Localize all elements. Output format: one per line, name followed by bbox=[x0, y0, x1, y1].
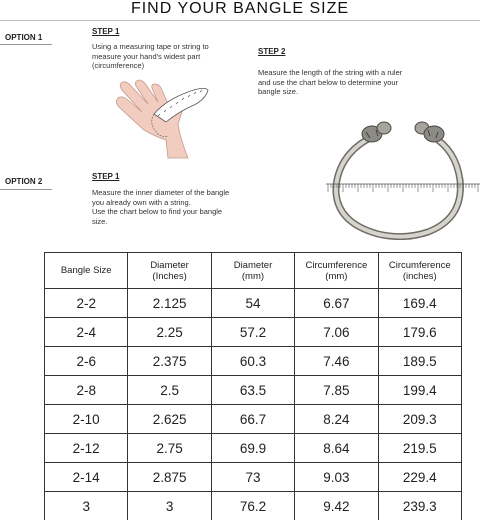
page-title: FIND YOUR BANGLE SIZE bbox=[130, 0, 350, 17]
column-header-line: Bangle Size bbox=[60, 265, 112, 276]
bangle-size-table bbox=[44, 252, 462, 520]
table-row bbox=[45, 492, 462, 520]
table-cell: 3 bbox=[128, 492, 211, 520]
table-cell: 2-10 bbox=[45, 405, 128, 434]
option-1-step-2-heading: STEP 2 bbox=[258, 47, 286, 56]
table-cell: 2.125 bbox=[128, 289, 211, 318]
column-header bbox=[211, 253, 294, 289]
table-cell: 54 bbox=[211, 289, 294, 318]
option-2-step-1-line: Measure the inner diameter of the bangle bbox=[92, 188, 230, 197]
table-cell: 179.6 bbox=[378, 318, 461, 347]
table-cell: 2.875 bbox=[128, 463, 211, 492]
option-1-step-2-text bbox=[258, 68, 473, 97]
option-2-step-1-line: size. bbox=[92, 216, 108, 226]
table-cell: 9.03 bbox=[295, 463, 378, 492]
option-1-step-2-line: Measure the length of the string with a ruler bbox=[258, 68, 403, 77]
table-cell: 189.5 bbox=[378, 347, 461, 376]
table-cell: 2.5 bbox=[128, 376, 211, 405]
option-2-label-text: OPTION 2 bbox=[5, 177, 43, 186]
table-cell: 60.3 bbox=[211, 347, 294, 376]
table-cell: 3 bbox=[45, 492, 128, 520]
table-cell: 7.46 bbox=[295, 347, 378, 376]
table-cell: 2-6 bbox=[45, 347, 128, 376]
title-divider bbox=[0, 20, 480, 21]
option-2-step-1-heading: STEP 1 bbox=[92, 172, 120, 181]
table-row bbox=[45, 347, 462, 376]
column-header-line: Circumference bbox=[305, 259, 368, 271]
option-2-underline bbox=[0, 189, 52, 190]
table-cell: 57.2 bbox=[211, 318, 294, 347]
column-header bbox=[45, 253, 128, 289]
table-cell: 2-14 bbox=[45, 463, 128, 492]
table-cell: 2.625 bbox=[128, 405, 211, 434]
option-1-step-1-line: measure your hand's widest part bbox=[92, 51, 201, 61]
table-cell: 69.9 bbox=[211, 434, 294, 463]
column-header bbox=[295, 253, 378, 289]
table-cell: 229.4 bbox=[378, 463, 461, 492]
table-cell: 199.4 bbox=[378, 376, 461, 405]
column-header-line: (mm) bbox=[241, 270, 265, 282]
column-header-line: (inches) bbox=[402, 270, 437, 282]
option-2-label bbox=[5, 177, 42, 187]
table-row bbox=[45, 318, 462, 347]
column-header bbox=[378, 253, 461, 289]
option-2-step-1-line: you already own with a string. bbox=[92, 197, 191, 207]
table-cell: 2-4 bbox=[45, 318, 128, 347]
option-1-step-1-text bbox=[92, 42, 252, 71]
table-cell: 63.5 bbox=[211, 376, 294, 405]
hand-measuring-illustration bbox=[108, 78, 218, 160]
table-cell: 209.3 bbox=[378, 405, 461, 434]
option-1-step-1-heading: STEP 1 bbox=[92, 27, 120, 36]
column-header-line: (mm) bbox=[325, 270, 348, 282]
table-cell: 66.7 bbox=[211, 405, 294, 434]
table-row bbox=[45, 289, 462, 318]
option-2-step-1-text bbox=[92, 188, 267, 226]
table-cell: 2.75 bbox=[128, 434, 211, 463]
table-cell: 2.375 bbox=[128, 347, 211, 376]
table-cell: 219.5 bbox=[378, 434, 461, 463]
column-header-line: (Inches) bbox=[152, 270, 187, 282]
option-2-step-1-line: Use the chart below to find your bangle bbox=[92, 207, 223, 216]
table-cell: 2.25 bbox=[128, 318, 211, 347]
table-cell: 8.24 bbox=[295, 405, 378, 434]
table-cell: 6.67 bbox=[295, 289, 378, 318]
bangle-ruler-illustration bbox=[326, 118, 480, 240]
table-header-row bbox=[45, 253, 462, 289]
option-1-step-1-line: Using a measuring tape or string to bbox=[92, 42, 209, 51]
table-cell: 73 bbox=[211, 463, 294, 492]
table-cell: 2-2 bbox=[45, 289, 128, 318]
table-row bbox=[45, 376, 462, 405]
table-cell: 76.2 bbox=[211, 492, 294, 520]
column-header bbox=[128, 253, 211, 289]
option-1-label bbox=[5, 33, 42, 43]
table-cell: 7.06 bbox=[295, 318, 378, 347]
option-1-step-1-line: (circumference) bbox=[92, 61, 145, 70]
table-cell: 239.3 bbox=[378, 492, 461, 520]
table-row bbox=[45, 463, 462, 492]
column-header-line: Diameter bbox=[150, 259, 189, 271]
table-cell: 9.42 bbox=[295, 492, 378, 520]
bangle-icon bbox=[336, 122, 460, 237]
column-header-line: Diameter bbox=[233, 259, 273, 271]
column-header-line: Circumference bbox=[388, 259, 451, 271]
table-row bbox=[45, 405, 462, 434]
table-cell: 2-8 bbox=[45, 376, 128, 405]
option-1-underline bbox=[0, 44, 52, 45]
table-row bbox=[45, 434, 462, 463]
table-cell: 169.4 bbox=[378, 289, 461, 318]
option-1-step-2-line: bangle size. bbox=[258, 87, 299, 96]
table-cell: 2-12 bbox=[45, 434, 128, 463]
table-cell: 7.85 bbox=[295, 376, 378, 405]
table-cell: 8.64 bbox=[295, 434, 378, 463]
option-1-step-2-line: and use the chart below to determine your bbox=[258, 77, 399, 87]
option-1-label-text: OPTION 1 bbox=[5, 33, 43, 42]
